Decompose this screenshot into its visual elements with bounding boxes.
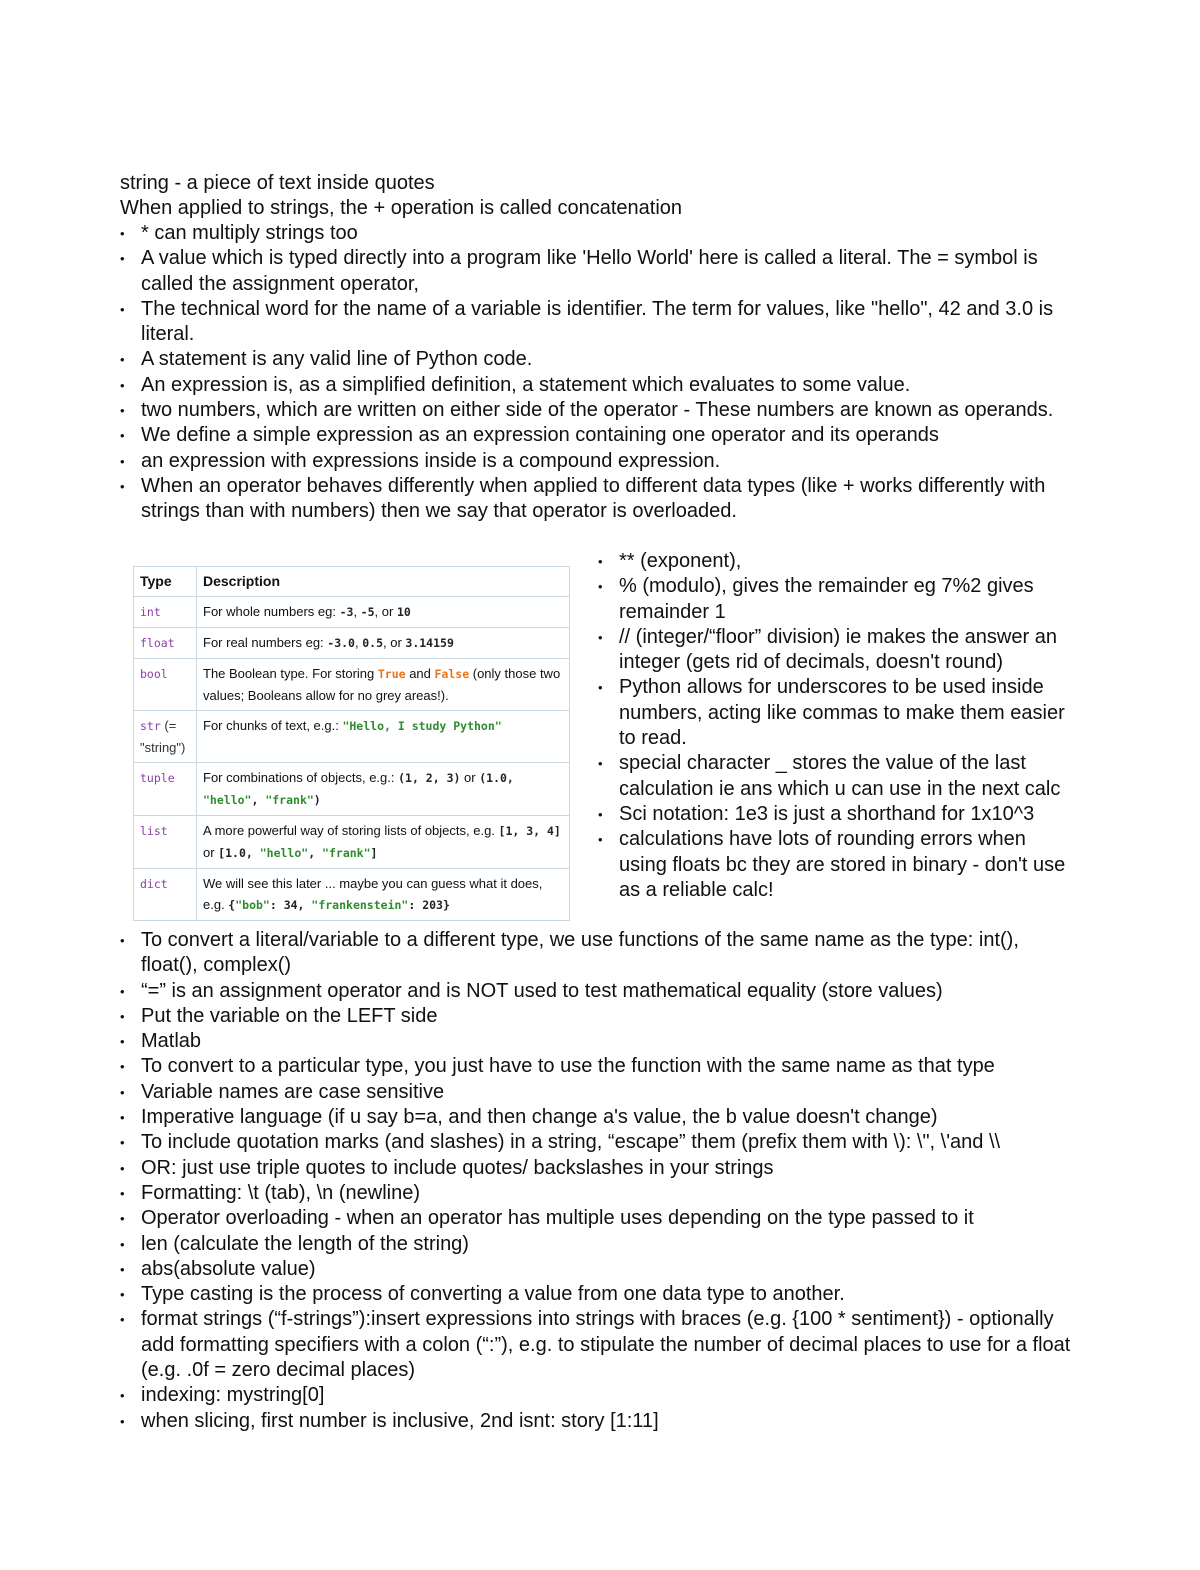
notes-list-top xyxy=(120,221,1080,525)
list-item: • Variable names are case sensitive xyxy=(120,1080,1080,1105)
type-name: tuple xyxy=(140,771,175,785)
description-text: or xyxy=(203,845,219,860)
code-string: "frank" xyxy=(322,846,371,860)
description-text: The Boolean type. For storing xyxy=(203,666,378,681)
code-value: 0.5 xyxy=(362,636,383,650)
description-text: (only those two values; Booleans allow for no grey areas!). xyxy=(203,666,561,703)
type-name: str xyxy=(140,719,161,733)
code-value: { xyxy=(228,898,236,912)
type-cell xyxy=(134,628,197,659)
list-item: • A statement is any valid line of Python code. xyxy=(120,347,1080,372)
list-item: • indexing: mystring[0] xyxy=(120,1383,1080,1408)
description-text: , xyxy=(353,604,361,619)
description-cell xyxy=(197,711,570,763)
code-keyword: True xyxy=(377,667,406,681)
list-item: • two numbers, which are written on either side of the operator - These numbers are known as operands. xyxy=(120,398,1080,423)
description-text: , or xyxy=(374,604,397,619)
description-text: For whole numbers eg: xyxy=(203,604,340,619)
list-item: • We define a simple expression as an expression containing one operator and its operands xyxy=(120,423,1080,448)
list-item: • Sci notation: 1e3 is just a shorthand for 1x10^3 xyxy=(598,802,1078,827)
list-item: • To include quotation marks (and slashes) in a string, “escape” them (prefix them with \): \", \'and \\ xyxy=(120,1130,1080,1155)
code-string: "hello" xyxy=(259,846,309,860)
code-value: [1, 3, 4] xyxy=(498,824,561,838)
list-item: • When an operator behaves differently when applied to different data types (like + works differently with strings than with numbers) then we say that operator is overloaded. xyxy=(120,474,1080,525)
notes-list-operators xyxy=(598,549,1078,903)
type-name: float xyxy=(140,636,175,650)
code-value: : 34, xyxy=(269,898,312,912)
code-string: "hello" xyxy=(203,793,252,807)
code-keyword: False xyxy=(434,667,470,681)
list-item: • % (modulo), gives the remainder eg 7%2 gives remainder 1 xyxy=(598,574,1078,625)
code-value: -3 xyxy=(339,605,354,619)
list-item: • format strings (“f-strings”):insert expressions into strings with braces (e.g. {100 * sentiment}) - optionally add formatting specifiers with a colon (“:”), e.g. to stipulate the number of decimal places to use for a float (e.g. .0f = zero decimal places) xyxy=(120,1307,1080,1383)
list-item: • Formatting: \t (tab), \n (newline) xyxy=(120,1181,1080,1206)
description-cell xyxy=(197,816,570,869)
list-item: • // (integer/“floor” division) ie makes the answer an integer (gets rid of decimals, doesn't round) xyxy=(598,625,1078,676)
description-text: , xyxy=(354,635,363,650)
notes-list-bottom xyxy=(120,928,1080,1434)
type-cell xyxy=(134,816,197,869)
description-text: For combinations of objects, e.g.: xyxy=(203,770,399,785)
table-row xyxy=(134,628,570,659)
table-row xyxy=(134,763,570,816)
definition-concatenation: When applied to strings, the + operation is called concatenation xyxy=(120,197,683,219)
code-value: , xyxy=(251,793,266,807)
type-name: dict xyxy=(140,877,168,891)
list-item: • A value which is typed directly into a program like 'Hello World' here is called a literal. The = symbol is called the assignment operator, xyxy=(120,246,1080,297)
code-value: , xyxy=(308,846,323,860)
list-item: • To convert a literal/variable to a different type, we use functions of the same name as the type: int(), float(), complex() xyxy=(120,928,1080,979)
list-item: • Type casting is the process of converting a value from one data type to another. xyxy=(120,1282,1080,1307)
table-row xyxy=(134,816,570,869)
code-string: "frankenstein" xyxy=(311,898,409,912)
list-item: • * can multiply strings too xyxy=(120,221,1080,246)
code-value: ] xyxy=(370,846,378,860)
description-cell xyxy=(197,628,570,659)
type-cell xyxy=(134,763,197,816)
definition-string: string - a piece of text inside quotes xyxy=(120,172,435,194)
type-suffix: (= "string") xyxy=(140,718,186,755)
code-value: 10 xyxy=(396,605,411,619)
list-item: • “=” is an assignment operator and is NOT used to test mathematical equality (store values) xyxy=(120,979,1080,1004)
list-item: • Put the variable on the LEFT side xyxy=(120,1004,1080,1029)
code-value: (1.0, xyxy=(479,771,514,785)
list-item: • abs(absolute value) xyxy=(120,1257,1080,1282)
type-cell xyxy=(134,597,197,628)
description-text: We will see this later ... maybe you can guess what it does, e.g. xyxy=(203,876,543,912)
type-cell xyxy=(134,869,197,921)
code-value: ) xyxy=(313,793,321,807)
list-item: • special character _ stores the value of the last calculation ie ans which u can use in the next calc xyxy=(598,751,1078,802)
list-item: • An expression is, as a simplified definition, a statement which evaluates to some value. xyxy=(120,373,1080,398)
list-item: • when slicing, first number is inclusive, 2nd isnt: story [1:11] xyxy=(120,1409,1080,1434)
list-item: • ** (exponent), xyxy=(598,549,1078,574)
list-item: • calculations have lots of rounding errors when using floats bc they are stored in binary - don't use as a reliable calc! xyxy=(598,827,1078,903)
description-text: , or xyxy=(383,635,406,650)
list-item: • To convert to a particular type, you just have to use the function with the same name as that type xyxy=(120,1054,1080,1079)
list-item: • Python allows for underscores to be used inside numbers, acting like commas to make them easier to read. xyxy=(598,675,1078,751)
list-item: • Matlab xyxy=(120,1029,1080,1054)
list-item: • OR: just use triple quotes to include quotes/ backslashes in your strings xyxy=(120,1156,1080,1181)
table-body xyxy=(134,597,570,921)
table-row xyxy=(134,869,570,921)
code-value: 3.14159 xyxy=(405,636,454,650)
type-cell xyxy=(134,711,197,763)
code-value: -5 xyxy=(360,605,375,619)
type-name: bool xyxy=(140,667,168,681)
description-text: For chunks of text, e.g.: xyxy=(203,718,343,733)
code-string: "frank" xyxy=(265,793,314,807)
type-cell xyxy=(134,659,197,711)
type-name: int xyxy=(140,605,161,619)
list-item: • The technical word for the name of a variable is identifier. The term for values, like "hello", 42 and 3.0 is literal. xyxy=(120,297,1080,348)
table-header-description: Description xyxy=(197,567,570,597)
description-cell xyxy=(197,659,570,711)
list-item: • len (calculate the length of the string) xyxy=(120,1232,1080,1257)
description-text: and xyxy=(405,666,435,681)
table-row xyxy=(134,711,570,763)
list-item: • Operator overloading - when an operator has multiple uses depending on the type passed to it xyxy=(120,1206,1080,1231)
code-value: [1.0, xyxy=(218,846,260,860)
code-value: (1, 2, 3) xyxy=(398,771,461,785)
code-string: "Hello, I study Python" xyxy=(342,719,502,733)
description-cell xyxy=(197,763,570,816)
table-header-row xyxy=(134,567,570,597)
code-value: -3.0 xyxy=(327,636,355,650)
table-header-type: Type xyxy=(134,567,197,597)
list-item: • an expression with expressions inside is a compound expression. xyxy=(120,449,1080,474)
list-item: • Imperative language (if u say b=a, and then change a's value, the b value doesn't change) xyxy=(120,1105,1080,1130)
code-string: "bob" xyxy=(235,898,270,912)
table-row xyxy=(134,659,570,711)
description-text: A more powerful way of storing lists of objects, e.g. xyxy=(203,823,499,838)
description-cell xyxy=(197,597,570,628)
description-text: or xyxy=(460,770,480,785)
code-value: : 203} xyxy=(408,898,450,912)
python-types-table xyxy=(133,566,570,921)
description-cell xyxy=(197,869,570,921)
type-name: list xyxy=(140,824,168,838)
description-text: For real numbers eg: xyxy=(203,635,328,650)
table-row xyxy=(134,597,570,628)
